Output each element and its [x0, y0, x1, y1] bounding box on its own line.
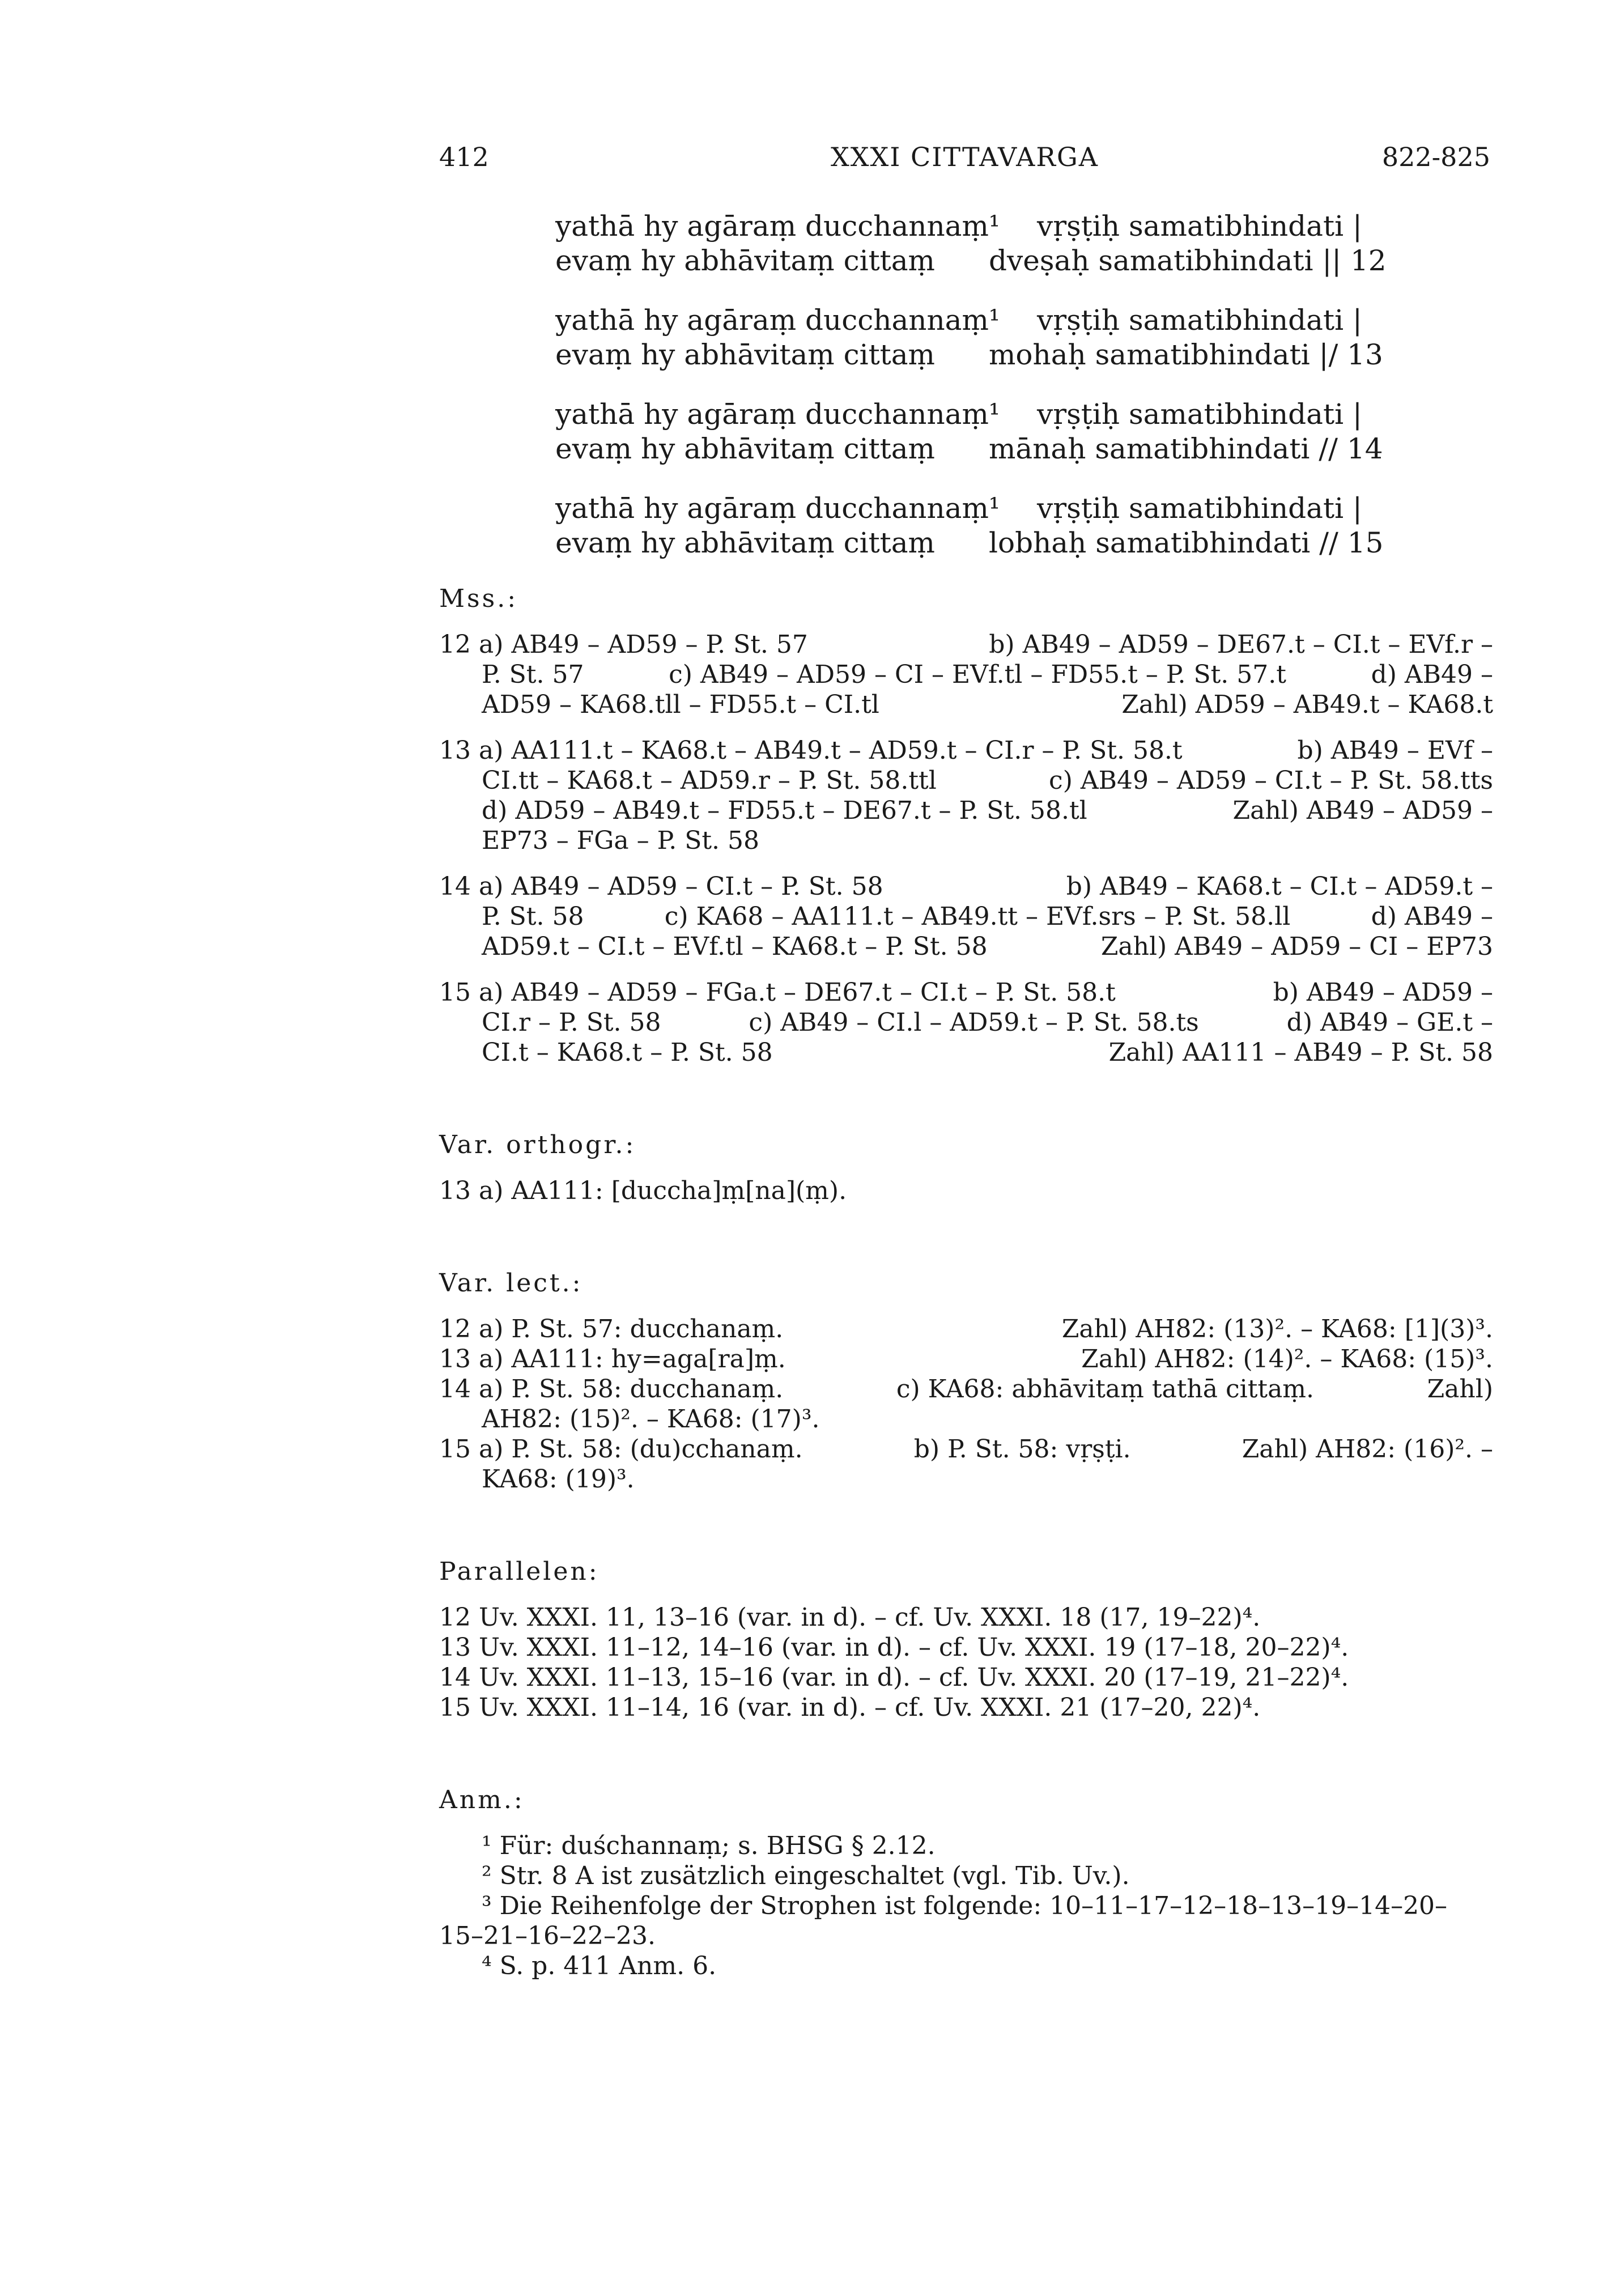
pada: evaṃ hy abhāvitaṃ cittaṃ [555, 432, 935, 465]
entry-segment: AD59.t – CI.t – EVf.tl – KA68.t – P. St. 58 [482, 932, 988, 961]
anm-heading: Anm.: [439, 1785, 525, 1814]
entry-segment: Zahl) AH82: (14)². – KA68: (15)³. [1081, 1345, 1493, 1374]
entry-line [439, 1344, 1493, 1374]
entry-segment: 13 a) AA111: hy=aga[ra]ṃ. [439, 1345, 786, 1374]
verse-line [555, 398, 1383, 432]
entry-segment: c) AB49 – AD59 – CI – EVf.tl – FD55.t – P. St. 57.t [669, 660, 1286, 689]
entry-segment: b) AB49 – AD59 – DE67.t – CI.t – EVf.r – [989, 630, 1493, 659]
entry-segment: P. St. 57 [482, 660, 584, 689]
pada: vṛṣṭiḥ samatibhindati | [1037, 492, 1362, 525]
pada: dveṣaḥ samatibhindati || 12 [989, 244, 1387, 277]
var-orthogr-line: 13 a) AA111: [duccha]ṃ[na](ṃ). [439, 1176, 847, 1205]
entry-segment: d) AB49 – [1371, 660, 1493, 689]
pada: mohaḥ samatibhindati |/ 13 [989, 338, 1383, 371]
entry-segment: d) AB49 – [1371, 902, 1493, 931]
verse-line [555, 492, 1383, 526]
parallelen-list [439, 1602, 1493, 1723]
pada: lobhaḥ samatibhindati // 15 [989, 526, 1384, 559]
page-number: 412 [439, 142, 489, 172]
entry-segment: 15 a) P. St. 58: (du)cchanaṃ. [439, 1435, 803, 1464]
entry-segment: Zahl) [1427, 1375, 1493, 1404]
parallelen-heading: Parallelen: [439, 1557, 600, 1586]
running-header [439, 142, 1490, 181]
entry-line [439, 796, 1493, 826]
parallel-line: 13 Uv. XXXI. 11–12, 14–16 (var. in d). – cf. Uv. XXXI. 19 (17–18, 20–22)⁴. [439, 1633, 1349, 1662]
entry-segment: b) AB49 – KA68.t – CI.t – AD59.t – [1066, 872, 1493, 901]
var-orthogr-heading: Var. orthogr.: [439, 1130, 636, 1159]
entry-segment: CI.tt – KA68.t – AD59.r – P. St. 58.ttl [482, 766, 937, 795]
running-title: XXXI CITTAVARGA [831, 142, 1099, 172]
verse-line [555, 338, 1383, 373]
pada: evaṃ hy abhāvitaṃ cittaṃ [555, 526, 935, 559]
apparatus-entry [439, 1434, 1493, 1494]
pada: yathā hy agāraṃ ducchannaṃ¹ [555, 210, 1000, 243]
entry-line [439, 1464, 1493, 1494]
entry-segment: AH82: (15)². – KA68: (17)³. [482, 1405, 820, 1434]
parallel-line: 12 Uv. XXXI. 11, 13–16 (var. in d). – cf. Uv. XXXI. 18 (17, 19–22)⁴. [439, 1603, 1261, 1632]
stanza [555, 304, 1383, 373]
entry-line [439, 690, 1493, 720]
stanza-range: 822-825 [1381, 142, 1490, 172]
footnote-line: ¹ Für: duśchannaṃ; s. BHSG § 2.12. [482, 1831, 936, 1860]
pada: yathā hy agāraṃ ducchannaṃ¹ [555, 304, 1000, 337]
pada: vṛṣṭiḥ samatibhindati | [1037, 398, 1362, 431]
entry-line [439, 1434, 1493, 1464]
entry-line [439, 932, 1493, 962]
footnote-line: ² Str. 8 A ist zusätzlich eingeschaltet (vgl. Tib. Uv.). [482, 1861, 1130, 1890]
entry-line [439, 1374, 1493, 1404]
stanza [555, 210, 1387, 279]
var-lect-list [439, 1314, 1493, 1494]
entry-segment: 15 a) AB49 – AD59 – FGa.t – DE67.t – CI.t – P. St. 58.t [439, 978, 1116, 1007]
entry-segment: Zahl) AH82: (13)². – KA68: [1](3)³. [1061, 1315, 1493, 1343]
entry-line [439, 1404, 1493, 1434]
apparatus-entry [439, 977, 1493, 1068]
entry-segment: b) AB49 – AD59 – [1273, 978, 1493, 1007]
entry-line [439, 735, 1493, 766]
pada: evaṃ hy abhāvitaṃ cittaṃ [555, 244, 935, 277]
apparatus-entry [439, 1314, 1493, 1344]
stanza [555, 398, 1383, 467]
entry-segment: Zahl) AB49 – AD59 – [1232, 796, 1493, 825]
apparatus-entry [439, 871, 1493, 962]
entry-line [439, 1007, 1493, 1038]
verse-line [555, 244, 1387, 279]
entry-line [439, 871, 1493, 902]
parallel-line: 14 Uv. XXXI. 11–13, 15–16 (var. in d). – cf. Uv. XXXI. 20 (17–19, 21–22)⁴. [439, 1663, 1349, 1692]
entry-segment: P. St. 58 [482, 902, 584, 931]
pada: evaṃ hy abhāvitaṃ cittaṃ [555, 338, 935, 371]
entry-segment: CI.r – P. St. 58 [482, 1008, 661, 1037]
entry-segment: Zahl) AA111 – AB49 – P. St. 58 [1108, 1038, 1493, 1067]
entry-segment: b) AB49 – EVf – [1297, 736, 1493, 765]
verse-block [555, 210, 1387, 586]
entry-segment: 12 a) P. St. 57: ducchanaṃ. [439, 1315, 784, 1343]
footnote-line: ⁴ S. p. 411 Anm. 6. [482, 1951, 717, 1980]
entry-segment: c) KA68 – AA111.t – AB49.tt – EVf.srs – P. St. 58.ll [664, 902, 1291, 931]
entry-segment: c) KA68: abhāvitaṃ tathā cittaṃ. [896, 1375, 1315, 1404]
entry-line [439, 766, 1493, 796]
entry-segment: d) AD59 – AB49.t – FD55.t – DE67.t – P. St. 58.tl [482, 796, 1087, 825]
pada: mānaḥ samatibhindati // 14 [989, 432, 1383, 465]
entry-segment: d) AB49 – GE.t – [1286, 1008, 1493, 1037]
pada: vṛṣṭiḥ samatibhindati | [1037, 210, 1362, 243]
apparatus [439, 584, 1493, 1981]
pada: yathā hy agāraṃ ducchannaṃ¹ [555, 492, 1000, 525]
entry-segment: CI.t – KA68.t – P. St. 58 [482, 1038, 773, 1067]
entry-segment: Zahl) AB49 – AD59 – CI – EP73 [1100, 932, 1493, 961]
footnote-list [439, 1831, 1493, 1981]
entry-segment: Zahl) AH82: (16)². – [1242, 1435, 1493, 1464]
pada: yathā hy agāraṃ ducchannaṃ¹ [555, 398, 1000, 431]
entry-line [439, 902, 1493, 932]
apparatus-entry [439, 735, 1493, 856]
entry-line [439, 1314, 1493, 1344]
entry-segment: 14 a) P. St. 58: ducchanaṃ. [439, 1375, 784, 1404]
entry-segment: 14 a) AB49 – AD59 – CI.t – P. St. 58 [439, 872, 883, 901]
entry-segment: c) AB49 – AD59 – CI.t – P. St. 58.tts [1049, 766, 1493, 795]
verse-line [555, 432, 1383, 467]
entry-line [439, 977, 1493, 1007]
entry-segment: b) P. St. 58: vṛṣṭi. [913, 1435, 1131, 1464]
verse-line [555, 210, 1383, 244]
entry-segment: KA68: (19)³. [482, 1465, 635, 1494]
stanza [555, 492, 1383, 561]
entry-line [439, 826, 1493, 856]
apparatus-entry [439, 1374, 1493, 1434]
apparatus-entry [439, 1344, 1493, 1374]
mss-heading: Mss.: [439, 584, 518, 613]
entry-segment: AD59 – KA68.tll – FD55.t – CI.tl [482, 690, 879, 719]
entry-segment: Zahl) AD59 – AB49.t – KA68.t [1121, 690, 1493, 719]
verse-line [555, 304, 1383, 338]
parallel-line: 15 Uv. XXXI. 11–14, 16 (var. in d). – cf. Uv. XXXI. 21 (17–20, 22)⁴. [439, 1693, 1261, 1722]
entry-segment: 12 a) AB49 – AD59 – P. St. 57 [439, 630, 808, 659]
entry-segment: c) AB49 – CI.l – AD59.t – P. St. 58.ts [749, 1008, 1199, 1037]
entry-segment: 13 a) AA111.t – KA68.t – AB49.t – AD59.t – CI.r – P. St. 58.t [439, 736, 1183, 765]
footnote-line: ³ Die Reihenfolge der Strophen ist folgende: 10–11–17–12–18–13–19–14–20– [482, 1891, 1448, 1920]
mss-list [439, 630, 1493, 1068]
verse-line [555, 526, 1383, 561]
footnote-line: 15–21–16–22–23. [439, 1921, 656, 1950]
pada: vṛṣṭiḥ samatibhindati | [1037, 304, 1362, 337]
var-lect-heading: Var. lect.: [439, 1269, 583, 1298]
var-orthogr-list [439, 1176, 1493, 1206]
entry-segment: EP73 – FGa – P. St. 58 [482, 826, 760, 855]
apparatus-entry [439, 630, 1493, 720]
entry-line [439, 630, 1493, 660]
entry-line [439, 660, 1493, 690]
entry-line [439, 1038, 1493, 1068]
